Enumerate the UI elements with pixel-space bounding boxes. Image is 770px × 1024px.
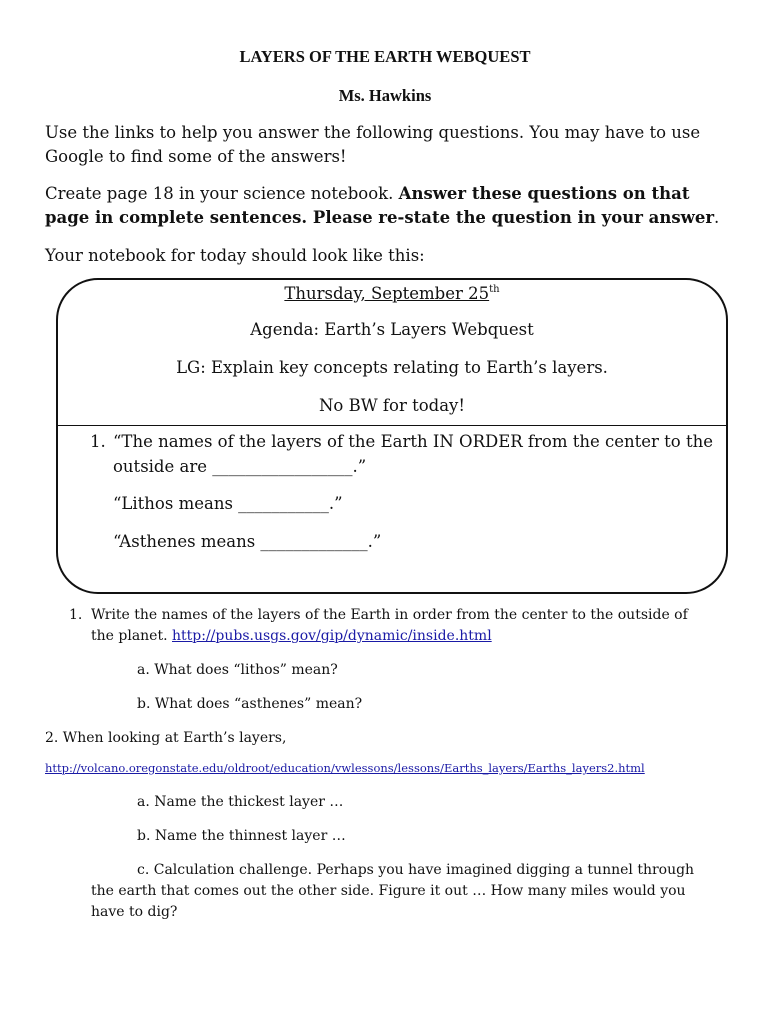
question-2-link[interactable]: http://volcano.oregonstate.edu/oldroot/education/vwlessons/lessons/Earths_layers/Earths_layers2.html: [45, 761, 645, 775]
notebook-item-number: 1.: [90, 432, 106, 451]
intro-p2-plain: Create page 18 in your science notebook.: [45, 184, 399, 203]
question-2c-line-2: the earth that comes out the other side. Figure it out … How many miles would you: [91, 883, 686, 899]
notebook-date: [56, 284, 728, 303]
notebook-learning-goal: LG: Explain key concepts relating to Earth’s layers.: [176, 358, 608, 377]
question-2c-line-3: have to dig?: [91, 904, 178, 920]
question-2a: a. Name the thickest layer …: [137, 794, 344, 810]
notebook-divider: [56, 425, 728, 426]
question-1-link[interactable]: http://pubs.usgs.gov/gip/dynamic/inside.html: [172, 628, 492, 644]
page-title: LAYERS OF THE EARTH WEBQUEST: [239, 47, 531, 66]
notebook-lithos: “Lithos means ___________.”: [113, 494, 343, 513]
question-2b: b. Name the thinnest layer …: [137, 828, 346, 844]
notebook-asthenes: “Asthenes means _____________.”: [113, 532, 382, 551]
intro-paragraph-1: Use the links to help you answer the following questions. You may have to use Google to find some of the answers!: [45, 123, 701, 166]
intro-paragraph-3: Your notebook for today should look like this:: [45, 246, 425, 265]
question-1-line-2: [91, 626, 492, 647]
question-2c-line-1: c. Calculation challenge. Perhaps you have imagined digging a tunnel through: [137, 862, 695, 878]
question-1-line-1: Write the names of the layers of the Earth in order from the center to the outside of: [91, 607, 688, 623]
question-2: 2. When looking at Earth’s layers,: [45, 730, 287, 746]
notebook-item-line-1: “The names of the layers of the Earth IN ORDER from the center to the: [113, 432, 714, 451]
teacher-name: Ms. Hawkins: [338, 86, 432, 105]
question-1-text: the planet.: [91, 628, 172, 644]
notebook-date-text: Thursday, September 25: [284, 284, 490, 303]
question-1b: b. What does “asthenes” mean?: [137, 696, 363, 712]
question-1a: a. What does “lithos” mean?: [137, 662, 338, 678]
notebook-bw: No BW for today!: [318, 396, 466, 415]
notebook-item-line-2: outside are _________________.”: [113, 457, 367, 476]
question-1-number: 1.: [69, 607, 83, 623]
notebook-agenda: Agenda: Earth’s Layers Webquest: [250, 320, 534, 339]
intro-paragraph-2: [45, 182, 735, 230]
notebook-date-sup: th: [489, 284, 500, 295]
intro-p2-end: .: [714, 208, 720, 227]
intro-p2-bold: Answer these questions on that page in complete sentences. Please re-state the question in your answer: [45, 184, 715, 227]
